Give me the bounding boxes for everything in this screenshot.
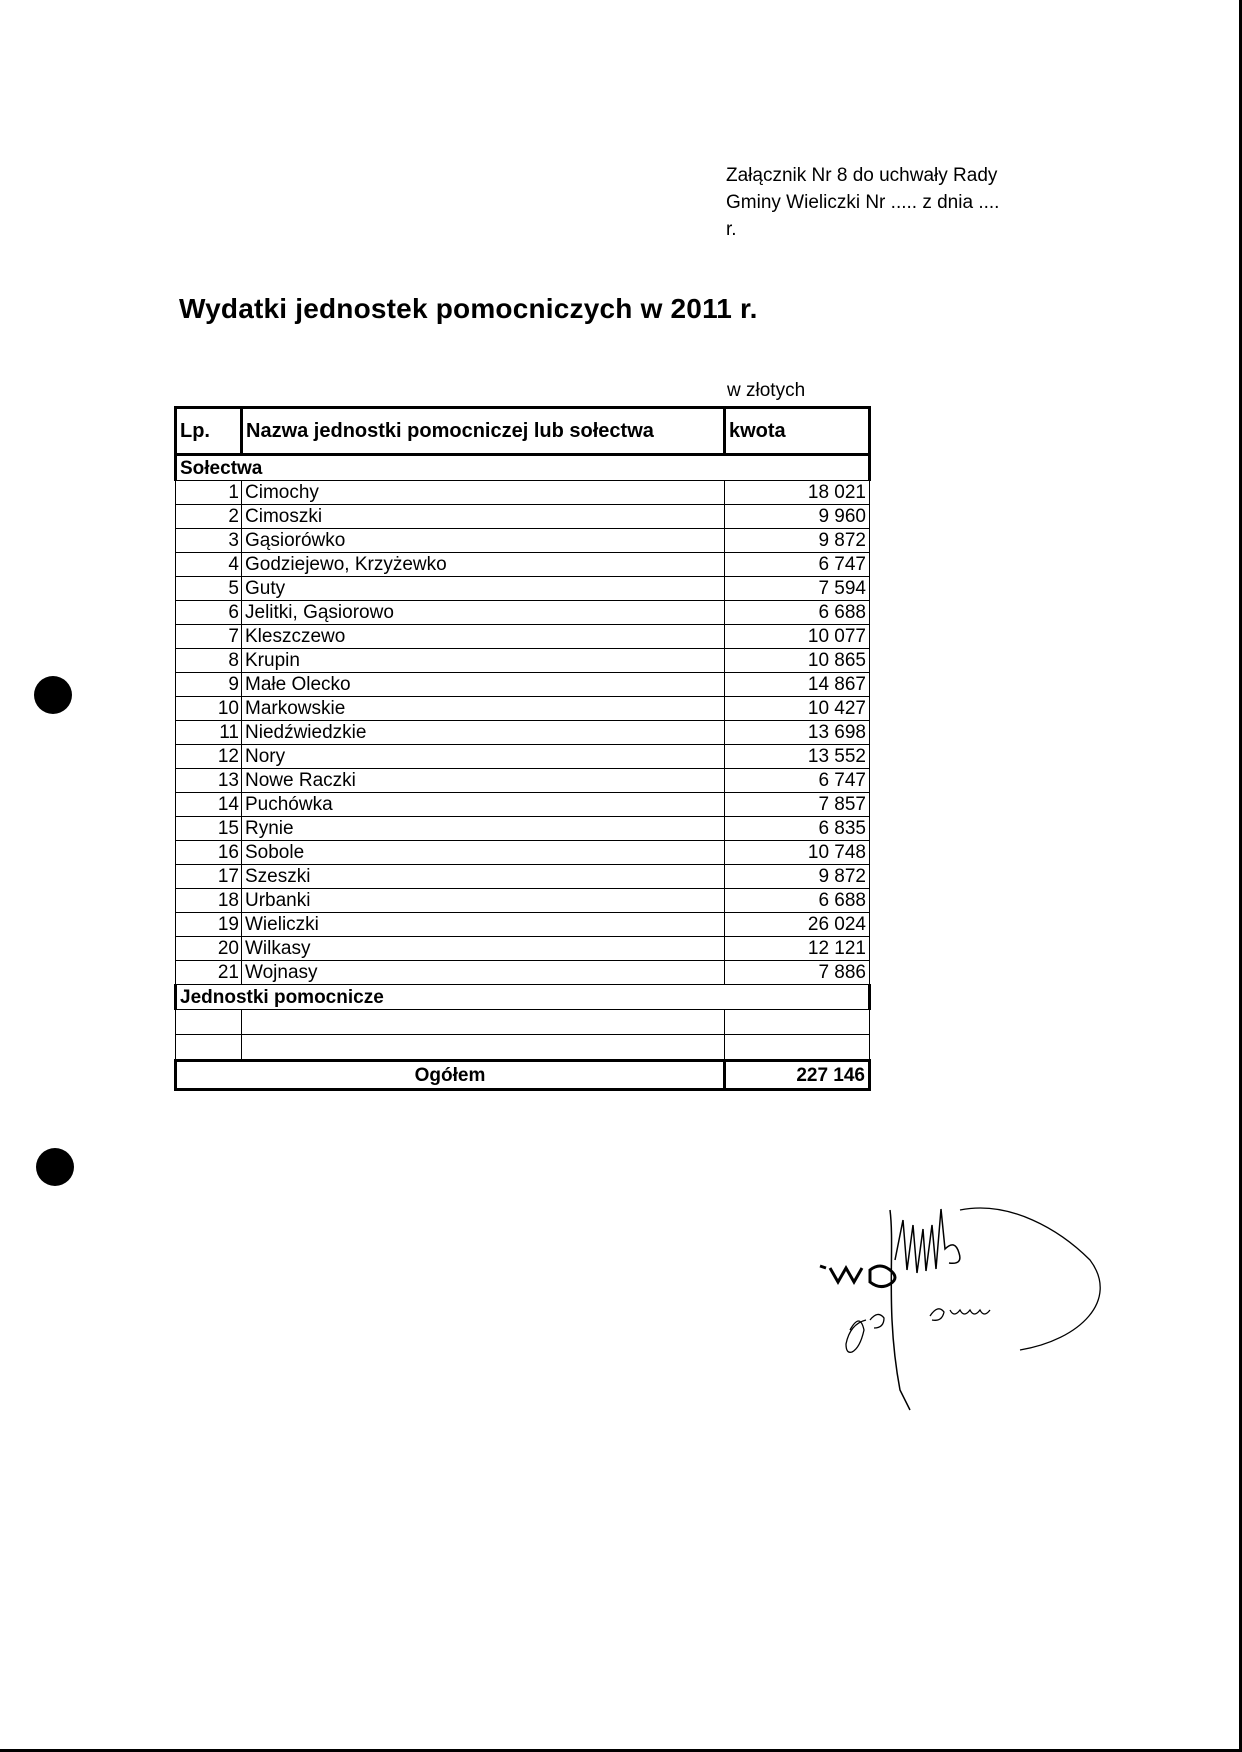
row-amount: 7 594 [725,577,870,601]
row-amount: 9 872 [725,865,870,889]
row-name: Nory [242,745,725,769]
row-amount: 6 835 [725,817,870,841]
punch-hole [34,676,72,714]
row-amount: 10 748 [725,841,870,865]
row-lp: 4 [176,553,242,577]
table-row [176,961,870,985]
row-name: Puchówka [242,793,725,817]
header-amount: kwota [725,408,870,455]
row-name: Guty [242,577,725,601]
row-amount: 13 552 [725,745,870,769]
table-row [176,889,870,913]
row-amount: 10 077 [725,625,870,649]
row-lp: 1 [176,481,242,505]
blank-cell [725,1035,870,1061]
table-row [176,937,870,961]
table-row [176,865,870,889]
row-lp: 9 [176,673,242,697]
table-row [176,913,870,937]
row-lp: 11 [176,721,242,745]
row-lp: 6 [176,601,242,625]
blank-row [176,1010,870,1035]
row-name: Niedźwiedzkie [242,721,725,745]
blank-row [176,1035,870,1061]
row-amount: 10 427 [725,697,870,721]
section-row-jednostki [176,985,870,1010]
row-name: Cimochy [242,481,725,505]
total-value: 227 146 [725,1061,870,1090]
row-name: Wilkasy [242,937,725,961]
attachment-note: Załącznik Nr 8 do uchwały Rady Gminy Wieliczki Nr ..... z dnia .... r. [726,165,1000,240]
row-amount: 10 865 [725,649,870,673]
table-row [176,673,870,697]
table-row [176,553,870,577]
table-row [176,601,870,625]
row-lp: 18 [176,889,242,913]
table-row [176,577,870,601]
table-row [176,649,870,673]
row-amount: 9 872 [725,529,870,553]
row-name: Cimoszki [242,505,725,529]
row-name: Wieliczki [242,913,725,937]
row-name: Krupin [242,649,725,673]
table-row [176,625,870,649]
punch-hole [36,1148,74,1186]
row-name: Jelitki, Gąsiorowo [242,601,725,625]
row-amount: 6 688 [725,601,870,625]
header-name: Nazwa jednostki pomocniczej lub sołectwa [242,408,725,455]
row-name: Rynie [242,817,725,841]
blank-cell [242,1035,725,1061]
row-lp: 10 [176,697,242,721]
blank-cell [242,1010,725,1035]
table-row [176,841,870,865]
row-lp: 20 [176,937,242,961]
row-amount: 7 886 [725,961,870,985]
blank-cell [176,1010,242,1035]
table-row [176,721,870,745]
row-lp: 5 [176,577,242,601]
table-header-row [176,408,870,455]
page-title: Wydatki jednostek pomocniczych w 2011 r. [179,293,758,324]
row-lp: 7 [176,625,242,649]
row-lp: 21 [176,961,242,985]
row-name: Gąsiorówko [242,529,725,553]
row-name: Sobole [242,841,725,865]
row-lp: 8 [176,649,242,673]
row-lp: 3 [176,529,242,553]
row-lp: 17 [176,865,242,889]
row-lp: 14 [176,793,242,817]
row-lp: 12 [176,745,242,769]
row-name: Kleszczewo [242,625,725,649]
row-name: Markowskie [242,697,725,721]
row-lp: 13 [176,769,242,793]
row-name: Wojnasy [242,961,725,985]
row-amount: 18 021 [725,481,870,505]
table-row [176,793,870,817]
table-row [176,697,870,721]
blank-cell [725,1010,870,1035]
table-row [176,505,870,529]
row-name: Szeszki [242,865,725,889]
table-row [176,529,870,553]
blank-cell [176,1035,242,1061]
table-row [176,817,870,841]
row-amount: 7 857 [725,793,870,817]
row-amount: 13 698 [725,721,870,745]
row-amount: 6 747 [725,553,870,577]
row-name: Nowe Raczki [242,769,725,793]
header-lp: Lp. [176,408,242,455]
row-name: Urbanki [242,889,725,913]
row-name: Godziejewo, Krzyżewko [242,553,725,577]
section-row-solectwa [176,455,870,481]
row-name: Małe Olecko [242,673,725,697]
row-lp: 19 [176,913,242,937]
row-amount: 6 688 [725,889,870,913]
row-lp: 15 [176,817,242,841]
row-lp: 2 [176,505,242,529]
expenses-table [174,406,871,1091]
row-amount: 14 867 [725,673,870,697]
row-amount: 12 121 [725,937,870,961]
signature-stamp [800,1190,1120,1420]
total-row [176,1061,870,1090]
row-amount: 9 960 [725,505,870,529]
section-label: Sołectwa [176,455,870,481]
total-label: Ogółem [176,1061,725,1090]
row-amount: 6 747 [725,769,870,793]
section-label: Jednostki pomocnicze [176,985,870,1010]
table-row [176,481,870,505]
row-lp: 16 [176,841,242,865]
table-row [176,745,870,769]
table-row [176,769,870,793]
row-amount: 26 024 [725,913,870,937]
unit-label: w złotych [727,380,806,401]
